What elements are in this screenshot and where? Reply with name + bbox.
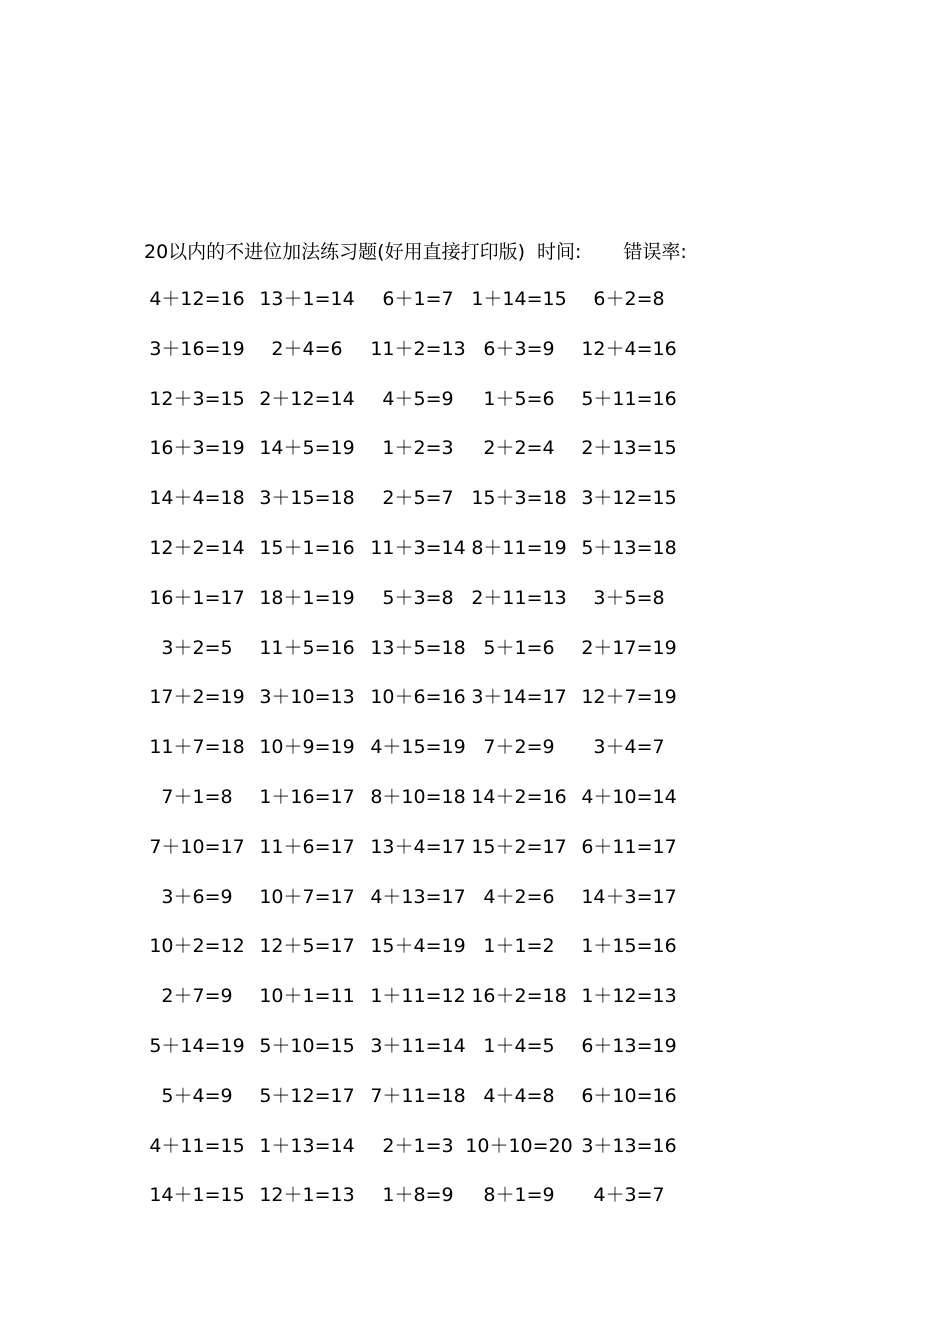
problem-row [143, 585, 703, 635]
problem-cell: 10＋9=19 [259, 736, 355, 759]
problem-cell: 10＋1=11 [259, 985, 355, 1008]
problem-row [143, 286, 703, 336]
problem-row [143, 1083, 703, 1133]
problem-cell: 17＋2=19 [149, 686, 245, 709]
problem-cell: 13＋4=17 [370, 835, 466, 858]
problem-cell: 1＋1=2 [483, 935, 555, 958]
problem-cell: 12＋7=19 [581, 686, 677, 709]
problem-cell: 4＋15=19 [370, 736, 466, 759]
problem-cell: 11＋5=16 [259, 636, 355, 659]
problem-cell: 4＋10=14 [581, 785, 677, 808]
problem-cell: 1＋5=6 [483, 387, 555, 410]
problem-cell: 15＋1=16 [259, 536, 355, 559]
problem-cell: 12＋4=16 [581, 337, 677, 360]
problem-row [143, 884, 703, 934]
problem-cell: 4＋4=8 [483, 1084, 555, 1107]
problem-cell: 5＋4=9 [161, 1084, 233, 1107]
problem-row [143, 983, 703, 1033]
problem-cell: 5＋1=6 [483, 636, 555, 659]
problem-cell: 18＋1=19 [259, 586, 355, 609]
problem-cell: 5＋14=19 [149, 1034, 245, 1057]
problem-cell: 1＋13=14 [259, 1134, 355, 1157]
problem-cell: 13＋1=14 [259, 288, 355, 310]
problem-cell: 15＋3=18 [471, 487, 567, 510]
problem-row [143, 784, 703, 834]
problem-cell: 2＋11=13 [471, 586, 567, 609]
problem-cell: 12＋2=14 [149, 536, 245, 559]
problem-cell: 3＋5=8 [593, 586, 665, 609]
problem-grid [143, 286, 703, 1232]
problem-cell: 12＋1=13 [259, 1184, 355, 1207]
problem-cell: 3＋10=13 [259, 686, 355, 709]
problem-cell: 7＋10=17 [149, 835, 245, 858]
problem-cell: 3＋16=19 [149, 337, 245, 360]
problem-row [143, 336, 703, 386]
problem-row [143, 386, 703, 436]
problem-cell: 10＋7=17 [259, 885, 355, 908]
problem-cell: 2＋5=7 [382, 487, 454, 510]
problem-cell: 2＋1=3 [382, 1134, 454, 1157]
problem-cell: 12＋5=17 [259, 935, 355, 958]
problem-cell: 3＋14=17 [471, 686, 567, 709]
problem-cell: 10＋6=16 [370, 686, 466, 709]
problem-cell: 14＋2=16 [471, 785, 567, 808]
problem-cell: 4＋11=15 [149, 1134, 245, 1157]
error-rate-label: 错误率: [623, 240, 687, 263]
problem-cell: 3＋2=5 [161, 636, 233, 659]
problem-cell: 16＋3=19 [149, 437, 245, 460]
problem-cell: 2＋12=14 [259, 387, 355, 410]
problem-cell: 2＋13=15 [581, 437, 677, 460]
problem-cell: 3＋12=15 [581, 487, 677, 510]
problem-cell: 2＋2=4 [483, 437, 555, 460]
problem-row [143, 734, 703, 784]
problem-cell: 6＋13=19 [581, 1034, 677, 1057]
problem-cell: 7＋1=8 [161, 785, 233, 808]
problem-row [143, 1182, 703, 1232]
problem-row [143, 535, 703, 585]
problem-cell: 8＋10=18 [370, 785, 466, 808]
problem-row [143, 834, 703, 884]
problem-cell: 1＋16=17 [259, 785, 355, 808]
problem-cell: 4＋2=6 [483, 885, 555, 908]
worksheet-title: 20以内的不进位加法练习题(好用直接打印版) [144, 240, 526, 263]
problem-row [143, 1133, 703, 1183]
problem-cell: 13＋5=18 [370, 636, 466, 659]
problem-cell: 5＋11=16 [581, 387, 677, 410]
problem-cell: 15＋4=19 [370, 935, 466, 958]
problem-cell: 4＋3=7 [593, 1184, 665, 1207]
problem-cell: 11＋7=18 [149, 736, 245, 759]
time-label: 时间: [537, 240, 582, 263]
problem-row [143, 435, 703, 485]
problem-cell: 16＋2=18 [471, 985, 567, 1008]
problem-cell: 5＋10=15 [259, 1034, 355, 1057]
problem-cell: 1＋8=9 [382, 1184, 454, 1207]
problem-cell: 1＋4=5 [483, 1034, 555, 1057]
problem-cell: 2＋4=6 [271, 337, 343, 360]
problem-cell: 15＋2=17 [471, 835, 567, 858]
problem-cell: 6＋11=17 [581, 835, 677, 858]
problem-cell: 11＋6=17 [259, 835, 355, 858]
problem-cell: 5＋3=8 [382, 586, 454, 609]
problem-cell: 1＋2=3 [382, 437, 454, 460]
problem-cell: 8＋1=9 [483, 1184, 555, 1207]
problem-cell: 3＋13=16 [581, 1134, 677, 1157]
problem-cell: 11＋2=13 [370, 337, 466, 360]
problem-cell: 1＋14=15 [471, 288, 567, 310]
problem-cell: 5＋13=18 [581, 536, 677, 559]
problem-cell: 3＋15=18 [259, 487, 355, 510]
problem-cell: 11＋3=14 [370, 536, 466, 559]
problem-row [143, 933, 703, 983]
problem-cell: 14＋3=17 [581, 885, 677, 908]
problem-cell: 4＋12=16 [149, 288, 245, 310]
problem-cell: 3＋6=9 [161, 885, 233, 908]
problem-cell: 7＋2=9 [483, 736, 555, 759]
problem-cell: 5＋12=17 [259, 1084, 355, 1107]
problem-cell: 1＋15=16 [581, 935, 677, 958]
problem-cell: 3＋11=14 [370, 1034, 466, 1057]
problem-cell: 4＋5=9 [382, 387, 454, 410]
problem-row [143, 1033, 703, 1083]
problem-cell: 3＋4=7 [593, 736, 665, 759]
worksheet-header [144, 236, 687, 264]
problem-cell: 4＋13=17 [370, 885, 466, 908]
problem-cell: 14＋5=19 [259, 437, 355, 460]
problem-cell: 6＋10=16 [581, 1084, 677, 1107]
problem-cell: 14＋1=15 [149, 1184, 245, 1207]
problem-cell: 1＋11=12 [370, 985, 466, 1008]
problem-cell: 6＋3=9 [483, 337, 555, 360]
problem-cell: 7＋11=18 [370, 1084, 466, 1107]
problem-cell: 16＋1=17 [149, 586, 245, 609]
problem-cell: 14＋4=18 [149, 487, 245, 510]
problem-cell: 6＋1=7 [382, 288, 454, 310]
problem-cell: 8＋11=19 [471, 536, 567, 559]
problem-cell: 1＋12=13 [581, 985, 677, 1008]
problem-cell: 2＋17=19 [581, 636, 677, 659]
problem-row [143, 635, 703, 685]
problem-cell: 12＋3=15 [149, 387, 245, 410]
problem-row [143, 485, 703, 535]
problem-row [143, 684, 703, 734]
problem-cell: 10＋2=12 [149, 935, 245, 958]
problem-cell: 2＋7=9 [161, 985, 233, 1008]
problem-cell: 10＋10=20 [465, 1134, 573, 1157]
problem-cell: 6＋2=8 [593, 288, 665, 310]
